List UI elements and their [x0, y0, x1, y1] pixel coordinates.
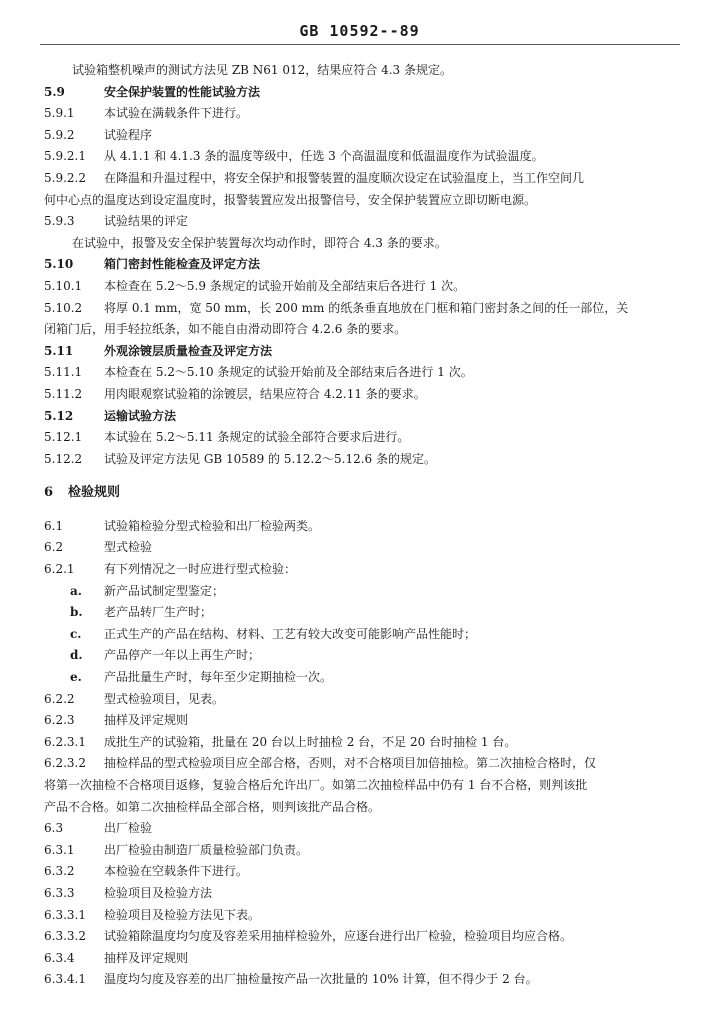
clause-text: 试验箱检验分型式检验和出厂检验两类。 — [104, 518, 321, 533]
clause-number: 6.3.2 — [44, 864, 75, 879]
text-line — [44, 602, 684, 624]
clause-text: 试验箱整机噪声的测试方法见 ZB N61 012，结果应符合 4.3 条规定。 — [72, 63, 452, 77]
text-line — [44, 559, 684, 581]
text-line — [44, 753, 684, 775]
clause-text: 何中心点的温度达到设定温度时，报警装置应发出报警信号，安全保护装置应立即切断电源。 — [44, 192, 537, 207]
clause-text: 试验箱除温度均匀度及容差采用抽样检验外，应逐台进行出厂检验，检验项目均应合格。 — [104, 929, 573, 944]
document-body — [44, 60, 684, 991]
text-line — [44, 667, 684, 689]
clause-text: 成批生产的试验箱，批量在 20 台以上时抽检 2 台，不足 20 台时抽检 1 台。 — [104, 734, 517, 749]
clause-text: 温度均匀度及容差的出厂抽检量按产品一次批量的 10% 计算，但不得少于 2 台。 — [104, 972, 538, 987]
text-line — [44, 384, 684, 406]
text-line — [44, 319, 684, 341]
clause-text: 本试验在 5.2～5.11 条规定的试验全部符合要求后进行。 — [104, 430, 410, 445]
text-line — [44, 103, 684, 125]
clause-number: 5.9.2.2 — [44, 170, 86, 185]
clause-text: 检验项目及检验方法 — [104, 885, 213, 900]
text-line — [44, 190, 684, 212]
text-line — [44, 341, 684, 363]
clause-number: 6.2 — [44, 540, 64, 555]
clause-number: 5.11 — [44, 343, 74, 358]
clause-number: 6.3.1 — [44, 842, 75, 857]
clause-text: 新产品试制定型鉴定； — [104, 583, 225, 598]
clause-number: 5.9.2 — [44, 127, 75, 142]
clause-number: 5.10.1 — [44, 278, 83, 293]
header-rule — [40, 44, 680, 45]
clause-text: 将第一次抽检不合格项目返修，复验合格后允许出厂。如第二次抽检样品中仍有 1 台不合格，则判该批 — [44, 778, 588, 792]
list-marker: c. — [70, 626, 82, 641]
clause-text: 外观涂镀层质量检查及评定方法 — [104, 343, 273, 358]
clause-number: 5.12.1 — [44, 430, 83, 445]
text-line — [44, 818, 684, 840]
text-line — [44, 146, 684, 168]
text-line — [44, 624, 684, 646]
clause-text: 出厂检验由制造厂质量检验部门负责。 — [104, 842, 309, 857]
clause-text: 本检验在空载条件下进行。 — [104, 864, 249, 879]
text-line — [44, 645, 684, 667]
text-line — [44, 689, 684, 711]
clause-number: 6.2.1 — [44, 562, 75, 577]
text-line — [44, 537, 684, 559]
clause-text: 安全保护装置的性能试验方法 — [104, 84, 261, 99]
text-line — [44, 60, 684, 82]
clause-number: 6.3.3.2 — [44, 929, 86, 944]
text-line — [44, 516, 684, 538]
text-line — [44, 125, 684, 147]
clause-number: 6.3.3 — [44, 885, 75, 900]
clause-text: 试验及评定方法见 GB 10589 的 5.12.2～5.12.6 条的规定。 — [104, 451, 436, 466]
text-line — [44, 82, 684, 104]
text-line — [44, 449, 684, 471]
text-line — [44, 168, 684, 190]
text-line — [44, 905, 684, 927]
clause-number: 6.2.3.2 — [44, 756, 86, 771]
clause-text: 试验结果的评定 — [104, 214, 189, 229]
clause-number: 5.12 — [44, 408, 74, 423]
clause-number: 6.1 — [44, 518, 64, 533]
clause-number: 6.3.4 — [44, 950, 75, 965]
clause-number: 5.11.1 — [44, 365, 83, 380]
text-line — [44, 775, 684, 797]
clause-text: 产品不合格。如第二次抽检样品全部合格，则判该批产品合格。 — [44, 799, 381, 814]
clause-number: 6.2.3.1 — [44, 734, 86, 749]
clause-text: 本检查在 5.2～5.9 条规定的试验开始前及全部结束后各进行 1 次。 — [104, 278, 466, 293]
clause-text: 抽样及评定规则 — [104, 713, 189, 728]
text-line — [44, 797, 684, 819]
text-line — [44, 969, 684, 991]
clause-text: 检验规则 — [68, 485, 121, 501]
clause-text: 本检查在 5.2～5.10 条规定的试验开始前及全部结束后各进行 1 次。 — [104, 365, 473, 380]
text-line — [44, 254, 684, 276]
clause-text: 用肉眼观察试验箱的涂镀层，结果应符合 4.2.11 条的要求。 — [104, 386, 426, 401]
clause-text: 出厂检验 — [104, 821, 153, 836]
clause-text: 将厚 0.1 mm，宽 50 mm，长 200 mm 的纸条垂直地放在门框和箱门密封条之间的任一部位，关 — [104, 300, 629, 315]
clause-number: 5.9.2.1 — [44, 149, 86, 164]
clause-number: 5.10.2 — [44, 300, 83, 315]
text-line — [44, 406, 684, 428]
list-marker: e. — [70, 670, 82, 685]
text-line — [44, 427, 684, 449]
clause-number: 6.3.3.1 — [44, 907, 86, 922]
page-header: GB 10592--89 — [299, 22, 420, 40]
clause-number: 6.3.4.1 — [44, 972, 86, 987]
clause-number: 5.9.3 — [44, 214, 75, 229]
clause-number: 5.9 — [44, 84, 65, 99]
clause-text: 箱门密封性能检查及评定方法 — [104, 257, 261, 272]
text-line — [44, 948, 684, 970]
clause-text: 型式检验 — [104, 540, 153, 555]
clause-text: 在试验中，报警及安全保护装置每次均动作时，即符合 4.3 条的要求。 — [72, 235, 447, 250]
clause-text: 有下列情况之一时应进行型式检验： — [104, 562, 297, 577]
text-line — [44, 840, 684, 862]
text-line — [44, 883, 684, 905]
clause-text: 运输试验方法 — [104, 408, 177, 423]
text-line — [44, 298, 684, 320]
clause-number: 5.9.1 — [44, 106, 75, 121]
clause-number: 6.2.2 — [44, 691, 75, 706]
list-marker: b. — [70, 605, 83, 620]
clause-number: 5.11.2 — [44, 386, 83, 401]
text-line — [44, 581, 684, 603]
clause-text: 抽检样品的型式检验项目应全部合格，否则，对不合格项目加倍抽检。第二次抽检合格时，仅 — [104, 756, 597, 771]
clause-number: 5.12.2 — [44, 451, 83, 466]
text-line — [44, 276, 684, 298]
clause-text: 老产品转厂生产时； — [104, 605, 213, 620]
text-line — [44, 926, 684, 948]
text-line — [44, 233, 684, 255]
clause-text: 在降温和升温过程中，将安全保护和报警装置的温度顺次设定在试验温度上，当工作空间几 — [104, 170, 585, 185]
clause-number: 6.3 — [44, 821, 64, 836]
clause-number: 6 — [44, 485, 54, 501]
clause-text: 型式检验项目，见表。 — [104, 691, 225, 706]
clause-number: 5.10 — [44, 257, 74, 272]
clause-text: 从 4.1.1 和 4.1.3 条的温度等级中，任选 3 个高温温度和低温温度作为试验温度。 — [104, 149, 544, 164]
text-line — [44, 710, 684, 732]
text-line — [44, 211, 684, 233]
text-line — [44, 362, 684, 384]
text-line — [44, 482, 684, 504]
clause-number: 6.2.3 — [44, 713, 75, 728]
clause-text: 本试验在满载条件下进行。 — [104, 106, 249, 121]
list-marker: a. — [70, 583, 82, 598]
list-marker: d. — [70, 648, 83, 663]
clause-text: 闭箱门后，用手轻拉纸条，如不能自由滑动即符合 4.2.6 条的要求。 — [44, 322, 407, 337]
text-line — [44, 732, 684, 754]
clause-text: 产品停产一年以上再生产时； — [104, 648, 261, 663]
clause-text: 产品批量生产时，每年至少定期抽检一次。 — [104, 670, 333, 685]
clause-text: 检验项目及检验方法见下表。 — [104, 907, 261, 922]
spacer — [44, 470, 684, 482]
clause-text: 抽样及评定规则 — [104, 950, 189, 965]
clause-text: 正式生产的产品在结构、材料、工艺有较大改变可能影响产品性能时； — [104, 626, 477, 641]
clause-text: 试验程序 — [104, 127, 153, 142]
spacer — [44, 504, 684, 516]
text-line — [44, 861, 684, 883]
